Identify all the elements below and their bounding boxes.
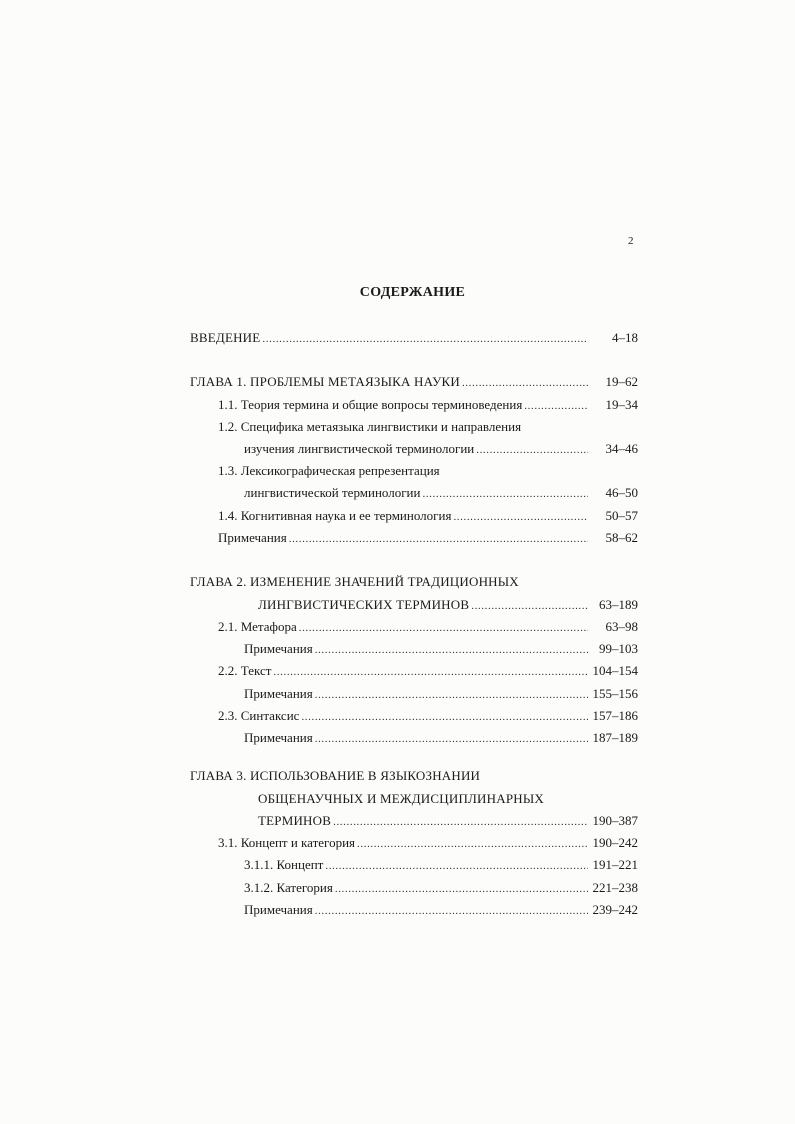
toc-entry-3-1-2: 3.1.2. Категория ..... bbox=[244, 880, 588, 897]
toc-entry-notes-2-3: Примечания ..... bbox=[244, 730, 588, 747]
toc-entry-notes-2-1: Примечания ..... bbox=[244, 641, 588, 658]
toc-entry-3-1-1: 3.1.1. Концепт ..... bbox=[244, 857, 588, 874]
toc-entry-1-3: 1.3. Лексикографическая репрезентация bbox=[218, 463, 440, 478]
toc-pages: 191–221 bbox=[592, 857, 638, 872]
toc-pages: 155–156 bbox=[592, 686, 638, 701]
toc-entry-notes-1: Примечания ..... bbox=[218, 530, 588, 547]
toc-pages: 157–186 bbox=[592, 708, 638, 723]
toc-entry-1-1: 1.1. Теория термина и общие вопросы терминоведения ..... bbox=[218, 397, 588, 414]
toc-pages: 63–189 bbox=[599, 597, 638, 612]
toc-entry-2-1: 2.1. Метафора ..... bbox=[218, 619, 588, 636]
toc-entry-chapter-3: ГЛАВА 3. ИСПОЛЬЗОВАНИЕ В ЯЗЫКОЗНАНИИ bbox=[190, 768, 481, 783]
toc-entry-1-4: 1.4. Когнитивная наука и ее терминология ..... bbox=[218, 508, 588, 525]
page-number: 2 bbox=[628, 235, 634, 247]
toc-pages: 58–62 bbox=[605, 530, 638, 545]
toc-pages: 221–238 bbox=[592, 880, 638, 895]
toc-entry-chapter-3-cont: ОБЩЕНАУЧНЫХ И МЕЖДИСЦИПЛИНАРНЫХ bbox=[258, 791, 544, 806]
toc-entry-notes-3-1: Примечания ..... bbox=[244, 902, 588, 919]
toc-entry-chapter-2-cont: ЛИНГВИСТИЧЕСКИХ ТЕРМИНОВ ..... bbox=[258, 597, 588, 614]
toc-entry-1-2-cont: изучения лингвистической терминологии ..... bbox=[244, 441, 588, 458]
toc-pages: 4–18 bbox=[612, 330, 638, 345]
toc-entry-chapter-1: ГЛАВА 1. ПРОБЛЕМЫ МЕТАЯЗЫКА НАУКИ ..... bbox=[190, 374, 588, 391]
toc-pages: 99–103 bbox=[599, 641, 638, 656]
toc-entry-notes-2-2: Примечания ..... bbox=[244, 686, 588, 703]
toc-entry-3-1: 3.1. Концепт и категория ..... bbox=[218, 835, 588, 852]
toc-pages: 104–154 bbox=[592, 663, 638, 678]
toc-entry-1-2: 1.2. Специфика метаязыка лингвистики и направления bbox=[218, 419, 522, 434]
toc-pages: 190–242 bbox=[592, 835, 638, 850]
toc-pages: 239–242 bbox=[592, 902, 638, 917]
toc-entry-chapter-2: ГЛАВА 2. ИЗМЕНЕНИЕ ЗНАЧЕНИЙ ТРАДИЦИОННЫХ bbox=[190, 574, 519, 589]
toc-pages: 34–46 bbox=[605, 441, 638, 456]
toc-pages: 50–57 bbox=[605, 508, 638, 523]
toc-pages: 187–189 bbox=[592, 730, 638, 745]
page-title: СОДЕРЖАНИЕ bbox=[359, 285, 466, 300]
toc-pages: 19–62 bbox=[605, 374, 638, 389]
toc-pages: 190–387 bbox=[592, 813, 638, 828]
toc-entry-1-3-cont: лингвистической терминологии ..... bbox=[244, 485, 588, 502]
toc-pages: 63–98 bbox=[605, 619, 638, 634]
toc-entry-2-2: 2.2. Текст ..... bbox=[218, 663, 588, 680]
toc-entry-2-3: 2.3. Синтаксис ..... bbox=[218, 708, 588, 725]
toc-pages: 19–34 bbox=[605, 397, 638, 412]
toc-entry-introduction: ВВЕДЕНИЕ ..... bbox=[190, 330, 588, 347]
toc-entry-chapter-3-cont-2: ТЕРМИНОВ ..... bbox=[258, 813, 588, 830]
toc-pages: 46–50 bbox=[605, 485, 638, 500]
